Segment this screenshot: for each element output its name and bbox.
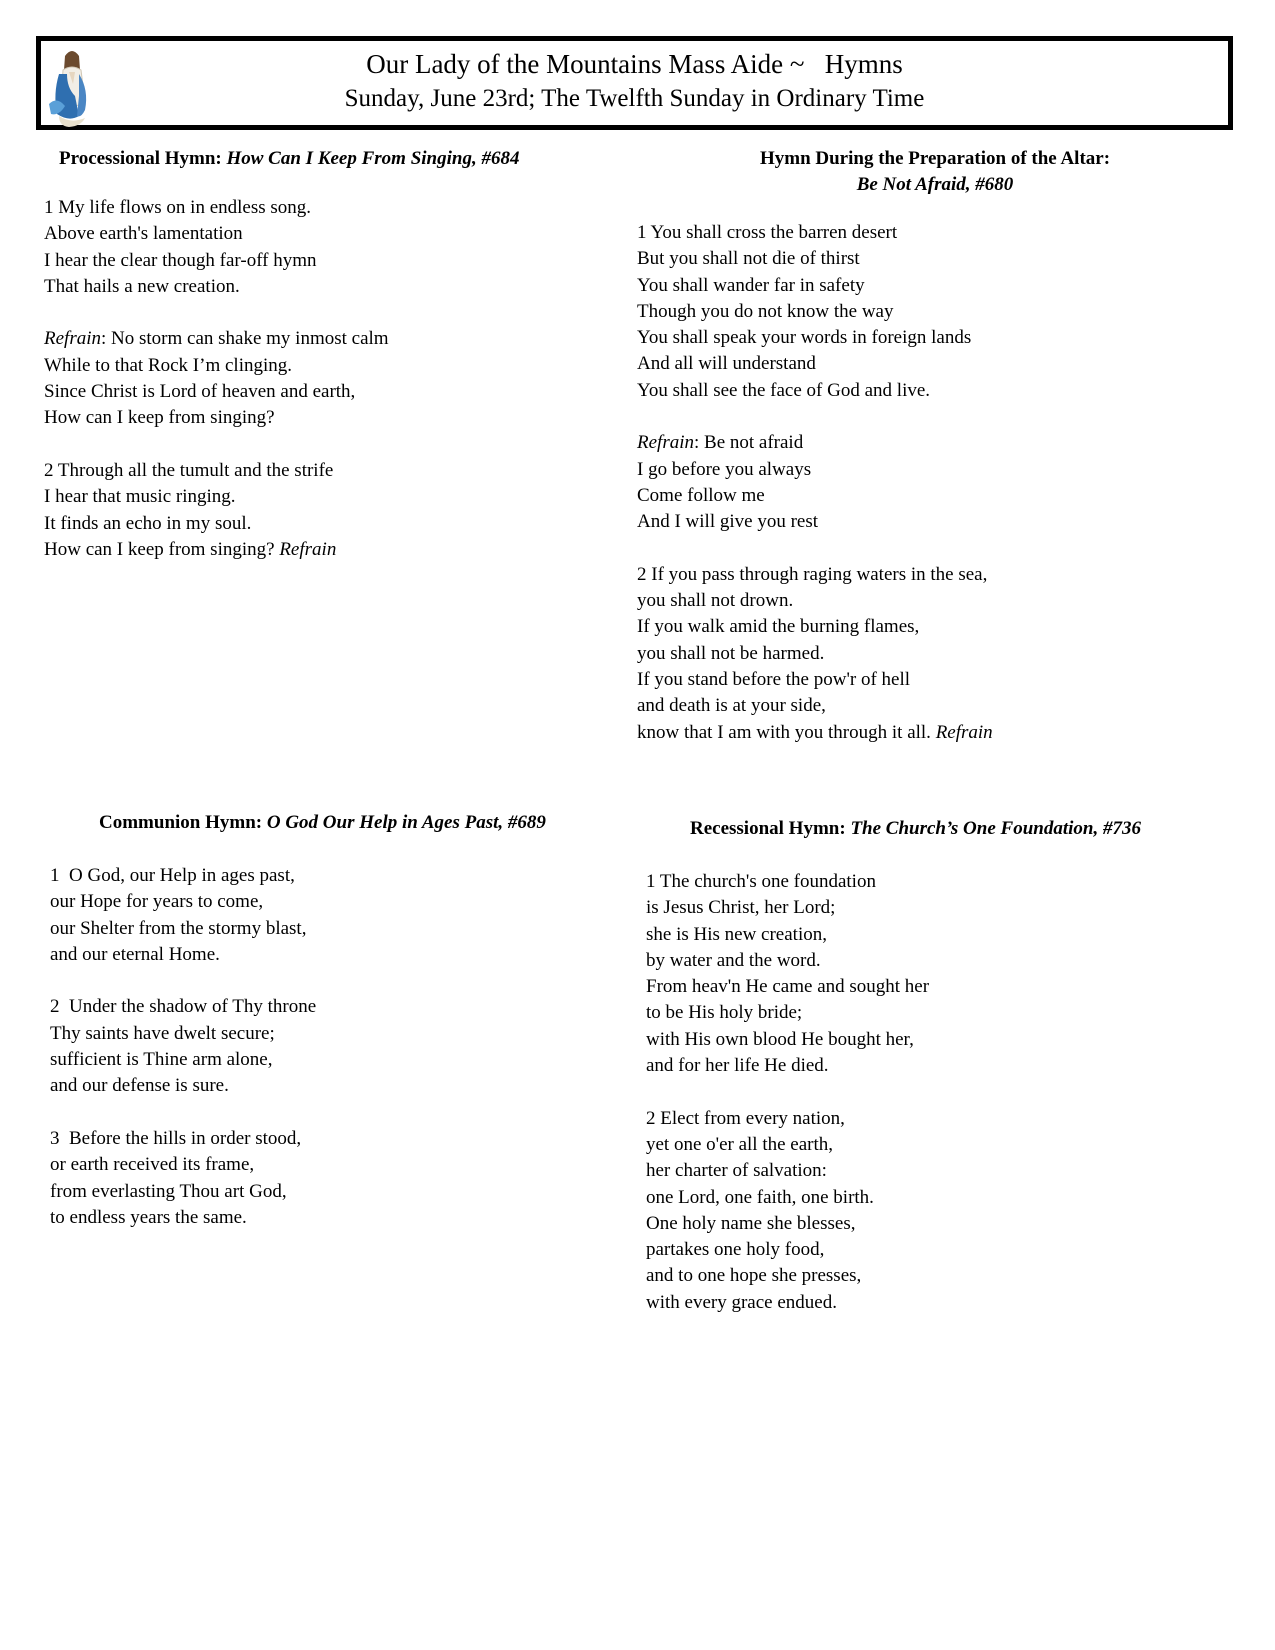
lyric-line: 1 O God, our Help in ages past, xyxy=(50,865,295,886)
recessional-title: The Church’s One Foundation, #736 xyxy=(850,818,1141,839)
lyric-text: How can I keep from singing? xyxy=(44,538,280,560)
lyric-line: or earth received its frame, xyxy=(50,1154,255,1176)
lyric-line xyxy=(44,537,604,563)
lyric-text: know that I am with you through it all. xyxy=(637,721,936,743)
preparation-lyrics xyxy=(637,220,1237,746)
processional-heading xyxy=(59,146,619,172)
lyric-line: is Jesus Christ, her Lord; xyxy=(646,897,836,919)
lyric-line: If you stand before the pow'r of hell xyxy=(637,669,911,691)
lyric-line: I hear the clear though far-off hymn xyxy=(44,249,317,271)
lyric-line: she is His new creation, xyxy=(646,923,827,945)
lyric-line: Above earth's lamentation xyxy=(44,223,243,245)
lyric-line: 2 If you pass through raging waters in the sea, xyxy=(637,563,988,585)
lyric-line: one Lord, one faith, one birth. xyxy=(646,1186,874,1208)
lyric-line: But you shall not die of thirst xyxy=(637,248,860,270)
processional-lyrics xyxy=(44,195,604,563)
refrain-cue: Refrain xyxy=(279,538,337,560)
recessional-lyrics xyxy=(646,869,1246,1316)
processional-label: Processional Hymn: xyxy=(59,148,227,169)
lyric-line: with every grace endued. xyxy=(646,1291,837,1313)
communion-lyrics xyxy=(50,863,610,1231)
refrain-first-line: : Be not afraid xyxy=(694,432,804,454)
recessional-heading xyxy=(690,816,1250,842)
lyric-line: by water and the word. xyxy=(646,949,821,971)
lyric-line: Though you do not know the way xyxy=(637,300,894,322)
lyric-line: If you walk amid the burning flames, xyxy=(637,616,920,638)
recessional-label: Recessional Hymn: xyxy=(690,818,851,839)
lyric-line: 2 Elect from every nation, xyxy=(646,1107,845,1129)
refrain-label: Refrain xyxy=(637,432,694,454)
preparation-label: Hymn During the Preparation of the Altar: xyxy=(759,148,1111,169)
lyric-line: with His own blood He bought her, xyxy=(646,1028,914,1050)
lyric-line: and our eternal Home. xyxy=(50,943,220,965)
document-title: Our Lady of the Mountains Mass Aide ~ Hymns xyxy=(366,49,903,79)
lyric-line: And I will give you rest xyxy=(637,511,819,533)
lyric-line: You shall speak your words in foreign lands xyxy=(637,327,972,349)
lyric-line: How can I keep from singing? xyxy=(44,407,275,429)
processional-hymn xyxy=(59,146,619,172)
lyric-line: One holy name she blesses, xyxy=(646,1212,856,1234)
lyric-line: our Hope for years to come, xyxy=(50,891,264,913)
lyric-line: you shall not be harmed. xyxy=(637,642,825,664)
refrain-cue: Refrain xyxy=(935,721,993,743)
lyric-line: sufficient is Thine arm alone, xyxy=(50,1049,273,1071)
lyric-line: You shall wander far in safety xyxy=(637,274,865,296)
lyric-line: you shall not drown. xyxy=(637,590,794,612)
lyric-line: partakes one holy food, xyxy=(646,1239,825,1261)
lyric-line: I go before you always xyxy=(637,458,812,480)
lyric-line: That hails a new creation. xyxy=(44,275,240,297)
lyric-line: 1 My life flows on in endless song. xyxy=(44,197,312,218)
lyric-line: and to one hope she presses, xyxy=(646,1265,862,1287)
lyric-line: to be His holy bride; xyxy=(646,1002,803,1024)
lyric-line: You shall see the face of God and live. xyxy=(637,379,931,401)
communion-title: O God Our Help in Ages Past, #689 xyxy=(266,812,546,833)
communion-heading xyxy=(99,810,659,836)
lyric-line: from everlasting Thou art God, xyxy=(50,1180,287,1202)
lyric-line: her charter of salvation: xyxy=(646,1160,827,1182)
preparation-title: Be Not Afraid, #680 xyxy=(856,174,1014,195)
document-subtitle: Sunday, June 23rd; The Twelfth Sunday in Ordinary Time xyxy=(344,85,925,112)
page-header xyxy=(36,36,1233,130)
refrain-line xyxy=(637,430,1237,456)
lyric-line: I hear that music ringing. xyxy=(44,486,236,508)
lyric-line: 2 Through all the tumult and the strife xyxy=(44,459,334,481)
lyric-line: 1 You shall cross the barren desert xyxy=(637,222,898,243)
lyric-line: 3 Before the hills in order stood, xyxy=(50,1127,302,1149)
lyric-line: 1 The church's one foundation xyxy=(646,871,876,892)
lyric-line: to endless years the same. xyxy=(50,1206,247,1228)
preparation-hymn xyxy=(640,146,1230,198)
recessional-hymn xyxy=(690,816,1250,842)
lyric-line: Come follow me xyxy=(637,484,765,506)
lyric-line: yet one o'er all the earth, xyxy=(646,1133,834,1155)
lyric-line: 2 Under the shadow of Thy throne xyxy=(50,996,317,1018)
lyric-line: and for her life He died. xyxy=(646,1055,829,1077)
communion-hymn xyxy=(99,810,659,836)
lyric-line: our Shelter from the stormy blast, xyxy=(50,917,307,939)
refrain-line xyxy=(44,326,604,352)
lyric-line: And all will understand xyxy=(637,353,816,375)
lyric-line: Since Christ is Lord of heaven and earth, xyxy=(44,381,356,403)
lyric-line: Thy saints have dwelt secure; xyxy=(50,1022,275,1044)
lyric-line: and our defense is sure. xyxy=(50,1075,229,1097)
lyric-line: While to that Rock I’m clinging. xyxy=(44,354,293,376)
lyric-line xyxy=(637,720,1237,746)
communion-label: Communion Hymn: xyxy=(99,812,267,833)
refrain-first-line: : No storm can shake my inmost calm xyxy=(101,328,389,350)
refrain-label: Refrain xyxy=(44,328,101,350)
processional-title: How Can I Keep From Singing, #684 xyxy=(226,148,520,169)
lyric-line: From heav'n He came and sought her xyxy=(646,976,930,998)
lyric-line: and death is at your side, xyxy=(637,695,826,717)
lyric-line: It finds an echo in my soul. xyxy=(44,512,252,534)
